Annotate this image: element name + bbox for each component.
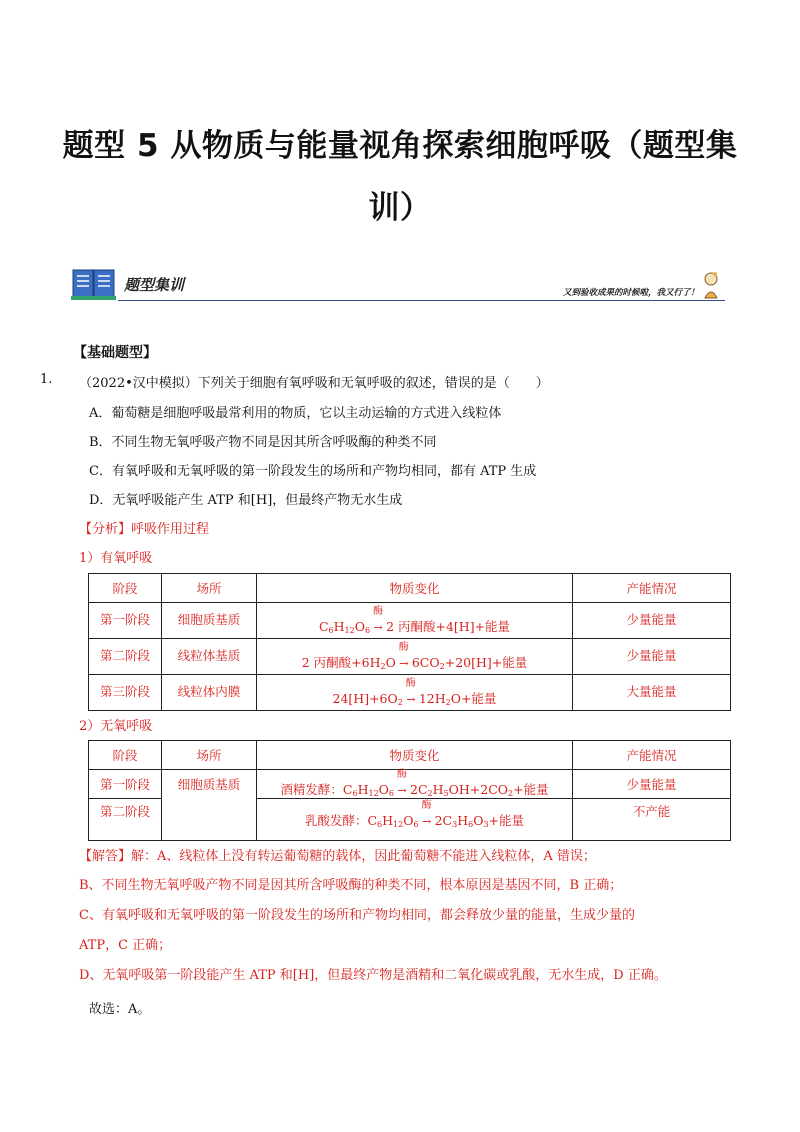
- answer-line-b: B、不同生物无氧呼吸产物不同是因其所含呼吸酶的种类不同，根本原因是基因不同，B 正确；: [79, 878, 623, 893]
- reaction-cell: [257, 770, 573, 799]
- option-d: D．无氧呼吸能产生 ATP 和[H]，但最终产物无水生成: [89, 493, 403, 508]
- question-number: 1.: [40, 372, 53, 387]
- reactant-formula: $C_6H_{12}O_6$: [367, 813, 419, 829]
- site-cell: 线粒体基质: [162, 639, 257, 675]
- energy-cell: 少量能量: [573, 603, 731, 639]
- stage-cell: 第二阶段: [89, 799, 162, 841]
- section-heading: 【基础题型】: [73, 345, 157, 361]
- aerobic-label: 1）有氧呼吸: [79, 551, 153, 566]
- anaerobic-table: [88, 740, 731, 841]
- table-row: [89, 639, 731, 675]
- header-energy: 产能情况: [573, 741, 731, 770]
- header-energy: 产能情况: [573, 574, 731, 603]
- answer-a-text: 解：A、线粒体上没有转运葡萄糖的载体，因此葡萄糖不能进入线粒体，A 错误；: [131, 849, 596, 864]
- product-formula: $6CO_2+20[H]+$能量: [411, 655, 528, 671]
- answer-line-c2: ATP，C 正确；: [79, 938, 172, 953]
- reaction-arrow: →: [406, 693, 416, 706]
- energy-cell: 大量能量: [573, 675, 731, 711]
- enzyme-label: 酶: [397, 769, 408, 780]
- analysis-heading: [79, 518, 209, 537]
- enzyme-label: 酶: [421, 800, 432, 811]
- header-site: 场所: [162, 741, 257, 770]
- header-site: 场所: [162, 574, 257, 603]
- page-title-line1: 题型 5 从物质与能量视角探索细胞呼吸（题型集: [62, 128, 738, 164]
- reactant-formula: $C_6H_{12}O_6$: [318, 619, 371, 635]
- reactant-formula: $24[H]+6O_2$: [332, 691, 403, 707]
- fermentation-type: 乳酸发酵：: [304, 813, 368, 828]
- answer-line-a: [79, 845, 729, 864]
- stage-cell: 第三阶段: [89, 675, 162, 711]
- reaction-arrow: →: [399, 657, 409, 670]
- product-formula: 2 丙酮酸+4[H]+能量: [386, 619, 511, 634]
- site-cell: 细胞质基质: [162, 603, 257, 639]
- enzyme-label: 酶: [373, 606, 384, 617]
- reaction-arrow: →: [373, 621, 383, 634]
- reactant-formula: 2 丙酮酸$+6H_2O$: [301, 655, 396, 671]
- reaction-arrow: →: [421, 815, 432, 828]
- table-header-row: [89, 574, 731, 603]
- final-answer: 故选：A。: [89, 1002, 151, 1017]
- aerobic-table: [88, 573, 731, 711]
- question-stem: （2022•汉中模拟）下列关于细胞有氧呼吸和无氧呼吸的叙述，错误的是（ ）: [79, 376, 549, 391]
- anaerobic-label: 2）无氧呼吸: [79, 719, 153, 734]
- table-row: [89, 770, 731, 799]
- energy-cell: 少量能量: [573, 770, 731, 799]
- table-row: [89, 675, 731, 711]
- thinking-figure-icon: [701, 270, 721, 300]
- product-formula: $2C_3H_6O_3+$能量: [434, 813, 525, 829]
- energy-cell: 少量能量: [573, 639, 731, 675]
- option-a: A．葡萄糖是细胞呼吸最常利用的物质，它以主动运输的方式进入线粒体: [89, 406, 502, 421]
- reaction-cell: [257, 603, 573, 639]
- table-header-row: [89, 741, 731, 770]
- stage-cell: 第二阶段: [89, 639, 162, 675]
- site-cell: 线粒体内膜: [162, 675, 257, 711]
- site-cell: 细胞质基质: [162, 770, 257, 841]
- page-title: [60, 115, 740, 239]
- reactant-formula: $C_6H_{12}O_6$: [342, 782, 395, 798]
- analysis-tag: 【分析】: [79, 522, 132, 537]
- reaction-arrow: →: [397, 784, 407, 797]
- banner-slogan: 又到验收成果的时候啦，我又行了！: [562, 288, 699, 298]
- option-c: C．有氧呼吸和无氧呼吸的第一阶段发生的场所和产物均相同，都有 ATP 生成: [89, 464, 537, 479]
- analysis-text: 呼吸作用过程: [131, 522, 210, 537]
- product-formula: $2C_2H_5OH+2CO_2+$能量: [410, 782, 549, 798]
- reaction-cell: [257, 675, 573, 711]
- book-icon: [70, 266, 118, 302]
- header-change: 物质变化: [257, 574, 573, 603]
- header-stage: 阶段: [89, 741, 162, 770]
- enzyme-label: 酶: [405, 678, 416, 689]
- product-formula: $12H_2O+$能量: [418, 691, 497, 707]
- option-b: B．不同生物无氧呼吸产物不同是因其所含呼吸酶的种类不同: [89, 435, 437, 450]
- table-row: [89, 603, 731, 639]
- section-banner: [70, 266, 725, 306]
- banner-rule: [118, 300, 725, 301]
- answer-tag: 【解答】: [79, 849, 132, 864]
- energy-cell: 不产能: [573, 799, 731, 841]
- page-title-line2: 训）: [368, 190, 432, 226]
- stage-cell: 第一阶段: [89, 770, 162, 799]
- answer-line-c1: C、有氧呼吸和无氧呼吸的第一阶段发生的场所和产物均相同，都会释放少量的能量，生成少量的: [79, 908, 635, 923]
- reaction-cell: [257, 639, 573, 675]
- stage-cell: 第一阶段: [89, 603, 162, 639]
- header-stage: 阶段: [89, 574, 162, 603]
- header-change: 物质变化: [257, 741, 573, 770]
- enzyme-label: 酶: [398, 642, 409, 653]
- fermentation-type: 酒精发酵：: [280, 782, 343, 797]
- answer-line-d: D、无氧呼吸第一阶段能产生 ATP 和[H]，但最终产物是酒精和二氧化碳或乳酸，无水生成，D 正确。: [79, 968, 667, 983]
- banner-label: 题型集训: [124, 276, 185, 294]
- reaction-cell: [257, 799, 573, 841]
